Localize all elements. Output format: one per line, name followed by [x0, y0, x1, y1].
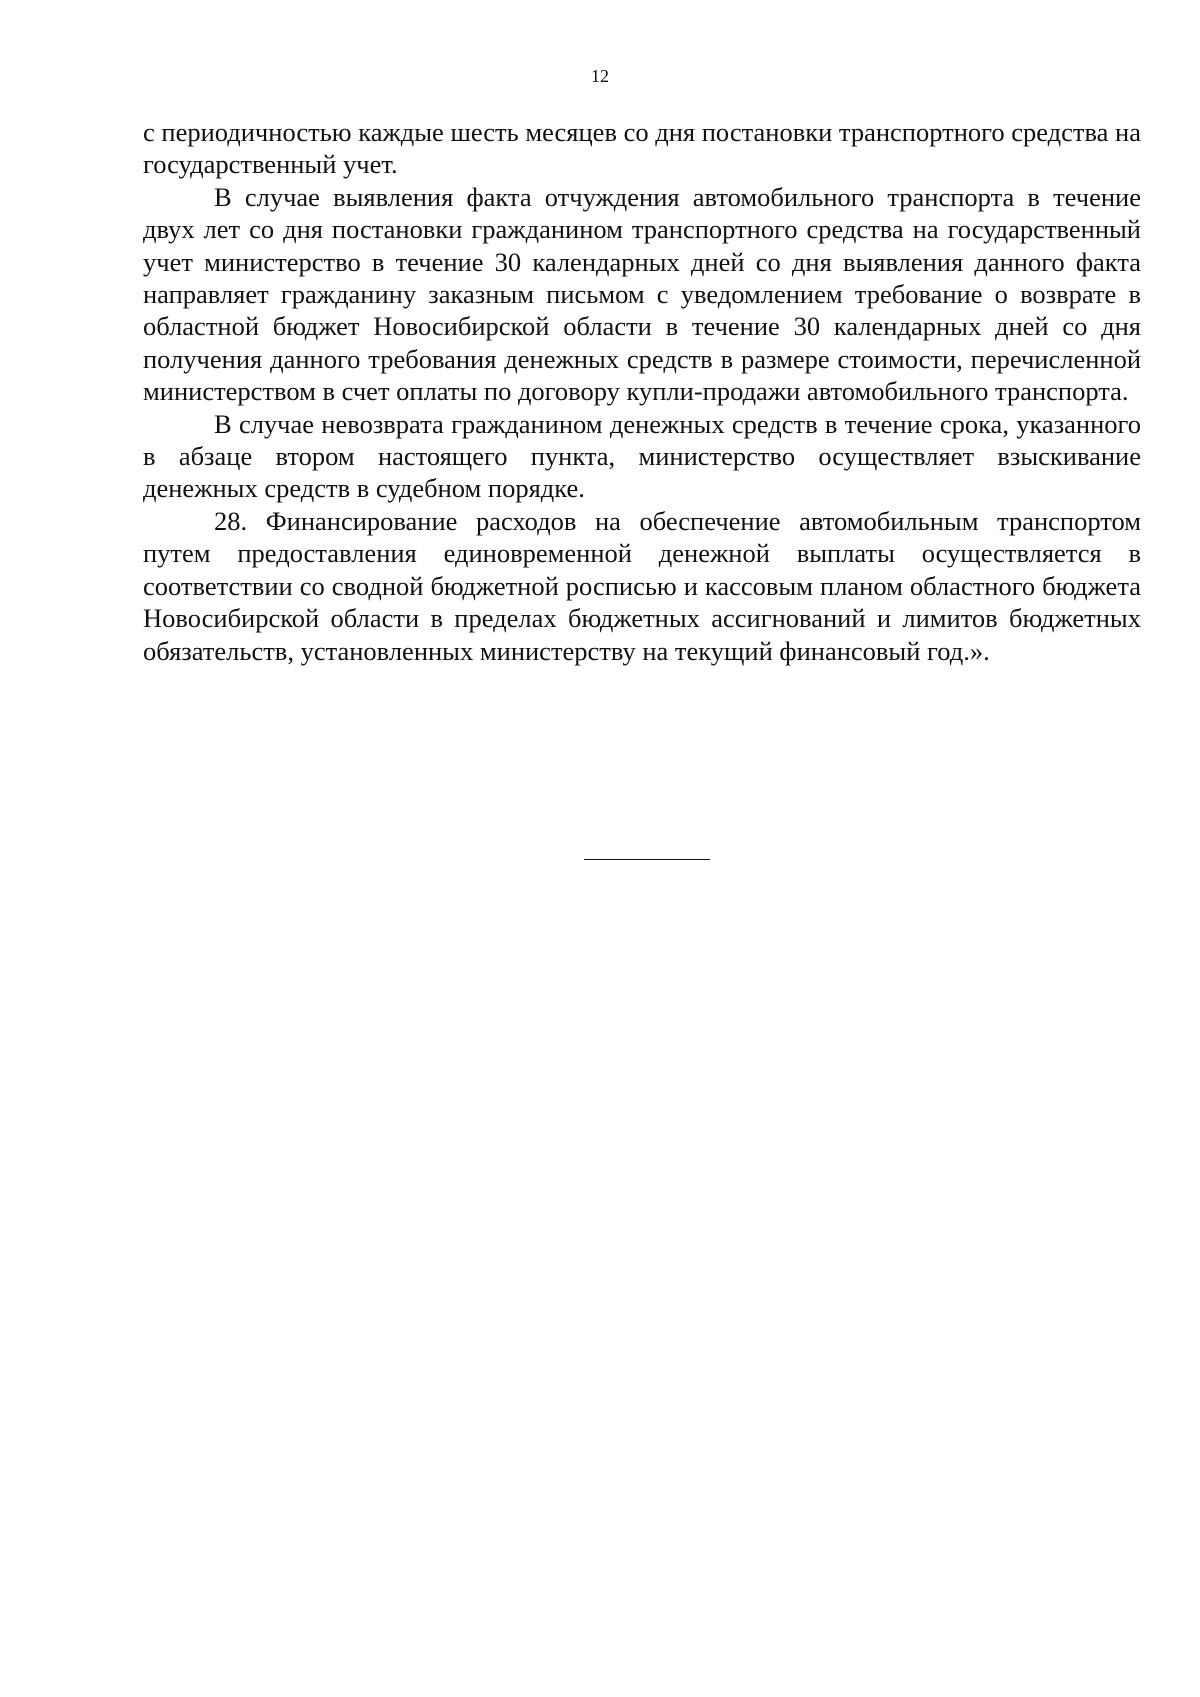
- document-body: [143, 116, 1141, 667]
- paragraph-item-28: 28. Финансирование расходов на обеспечение автомобильным транспортом путем предоставления единовременной денежной выплаты осуществляется в соответствии со сводной бюджетной росписью и кассовым планом областного бюджета Новосибирской области в пределах бюджетных ассигнований и лимитов бюджетных обязательств, установленных министерству на текущий финансовый год.».: [143, 505, 1141, 666]
- page-number: 12: [591, 66, 609, 86]
- end-of-document-rule: [584, 859, 710, 860]
- paragraph-continuation: с периодичностью каждые шесть месяцев со дня постановки транспортного средства на государственный учет.: [143, 117, 1141, 180]
- paragraph-alienation-case: В случае выявления факта отчуждения автомобильного транспорта в течение двух лет со дня постановки гражданином транспортного средства на государственный учет министерство в течение 30 календарных дней со дня выявления данного факта направляет гражданину заказным письмом с уведомлением требование о возврате в областной бюджет Новосибирской области в течение 30 календарных дней со дня получения данного требования денежных средств в размере стоимости, перечисленной министерством в счет оплаты по договору купли-продажи автомобильного транспорта.: [143, 181, 1141, 407]
- paragraph-non-return-case: В случае невозврата гражданином денежных средств в течение срока, указанного в абзаце втором настоящего пункта, министерство осуществляет взыскивание денежных средств в судебном порядке.: [143, 408, 1141, 504]
